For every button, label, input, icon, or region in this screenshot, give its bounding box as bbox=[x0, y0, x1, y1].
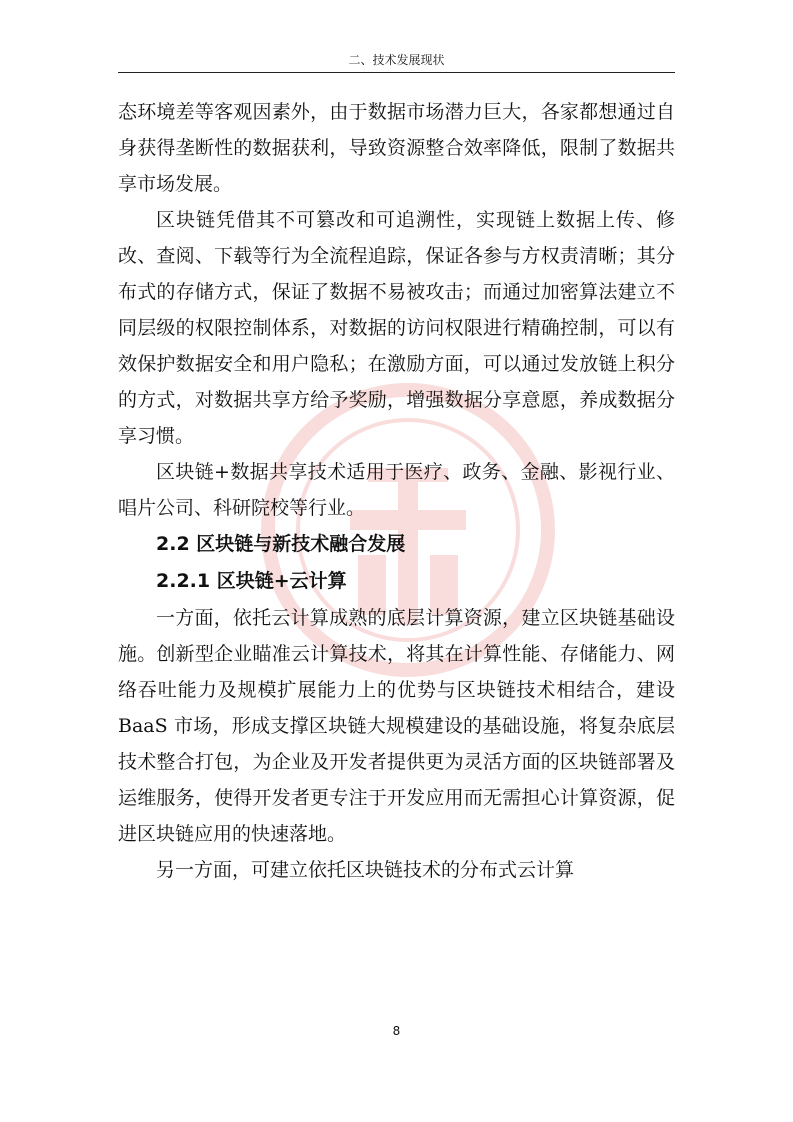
paragraph-applicable-industries: 区块链+数据共享技术适用于医疗、政务、金融、影视行业、唱片公司、科研院校等行业。 bbox=[118, 461, 675, 519]
running-header bbox=[118, 50, 675, 73]
paragraph-cloud-infrastructure: 一方面，依托云计算成熟的底层计算资源，建立区块链基础设施。创新型企业瞄准云计算技术，将其在计算性能、存储能力、网络吞吐能力及规模扩展能力上的优势与区块链技术相结合，建设 BaaS 市场，形成支撑区块链大规模建设的基础设施，将复杂底层技术整合打包，为企业及开发者提供更为灵活方面的区块链部署及运维服务，使得开发者更专注于开发应用而无需担心计算资源，促进区块链应用的快速落地。 bbox=[118, 607, 675, 845]
section-heading-2-2-1: 2.2.1 区块链+云计算 bbox=[156, 570, 347, 592]
header-title: 二、技术发展现状 bbox=[348, 53, 445, 67]
section-heading-2-2: 2.2 区块链与新技术融合发展 bbox=[156, 533, 406, 555]
paragraph-continued: 态环境差等客观因素外，由于数据市场潜力巨大，各家都想通过自身获得垄断性的数据获利，导致资源整合效率降低，限制了数据共享市场发展。 bbox=[118, 101, 675, 195]
document-body bbox=[118, 94, 675, 888]
page-number: 8 bbox=[392, 1024, 401, 1038]
paragraph-distributed-cloud: 另一方面，可建立依托区块链技术的分布式云计算 bbox=[156, 859, 575, 881]
paragraph-blockchain-traceability: 区块链凭借其不可篡改和可追溯性，实现链上数据上传、修改、查阅、下载等行为全流程追踪，保证各参与方权责清晰；其分布式的存储方式，保证了数据不易被攻击；而通过加密算法建立不同层级的权限控制体系，对数据的访问权限进行精确控制，可以有效保护数据安全和用户隐私；在激励方面，可以通过发放链上积分的方式，对数据共享方给予奖励，增强数据分享意愿，养成数据分享习惯。 bbox=[118, 209, 675, 447]
